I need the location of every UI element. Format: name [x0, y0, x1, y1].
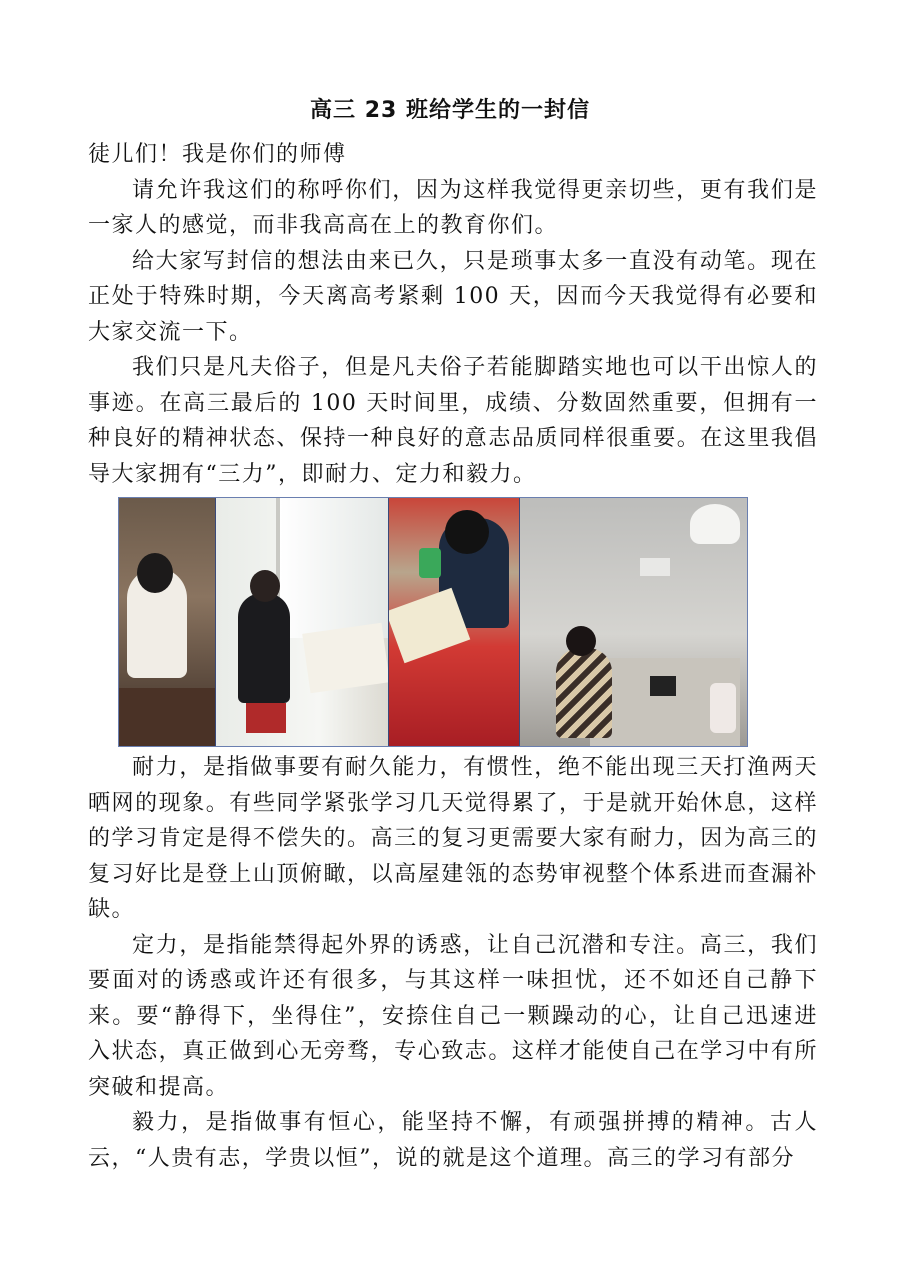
- page-title: 高三 23 班给学生的一封信: [310, 98, 590, 123]
- paragraph: 我们只是凡夫俗子，但是凡夫俗子若能脚踏实地也可以干出惊人的事迹。在高三最后的 100 天时间里，成绩、分数固然重要，但拥有一种良好的精神状态、保持一种良好的意志品质同样很重要。在这里我倡导大家拥有“三力”，即耐力、定力和毅力。: [88, 355, 818, 487]
- paragraph: 请允许我这们的称呼你们，因为这样我觉得更亲切些，更有我们是一家人的感觉，而非我高高在上的教育你们。: [88, 177, 818, 238]
- letter-body: [88, 750, 818, 1176]
- paragraph: 给大家写封信的想法由来已久，只是琐事太多一直没有动笔。现在正处于特殊时期，今天离高考紧剩 100 天，因而今天我觉得有必要和大家交流一下。: [88, 248, 818, 345]
- student-photo-collage: [118, 497, 748, 747]
- photo-student-studying-1: [119, 498, 216, 746]
- paragraph: 定力，是指能禁得起外界的诱惑，让自己沉潜和专注。高三，我们要面对的诱惑或许还有很多，与其这样一味担忧，还不如还自己静下来。要“静得下，坐得住”，安捺住自己一颗躁动的心，让自己迅速进入状态，真正做到心无旁骛，专心致志。这样才能使自己在学习中有所突破和提高。: [88, 932, 818, 1100]
- photo-student-studying-4: [520, 498, 747, 746]
- letter-intro: [88, 137, 818, 492]
- photo-student-studying-2: [216, 498, 389, 746]
- paragraph: 耐力，是指做事要有耐久能力，有惯性，绝不能出现三天打渔两天晒网的现象。有些同学紧张学习几天觉得累了，于是就开始休息，这样的学习肯定是得不偿失的。高三的复习更需要大家有耐力，因为高三的复习好比是登上山顶俯瞰，以高屋建瓴的态势审视整个体系进而查漏补缺。: [88, 755, 818, 922]
- greeting-line: 徒儿们！我是你们的师傅: [88, 142, 347, 167]
- paragraph: 毅力，是指做事有恒心，能坚持不懈，有顽强拼搏的精神。古人云，“人贵有志，学贵以恒”，说的就是这个道理。高三的学习有部分: [88, 1110, 818, 1171]
- photo-student-studying-3: [389, 498, 520, 746]
